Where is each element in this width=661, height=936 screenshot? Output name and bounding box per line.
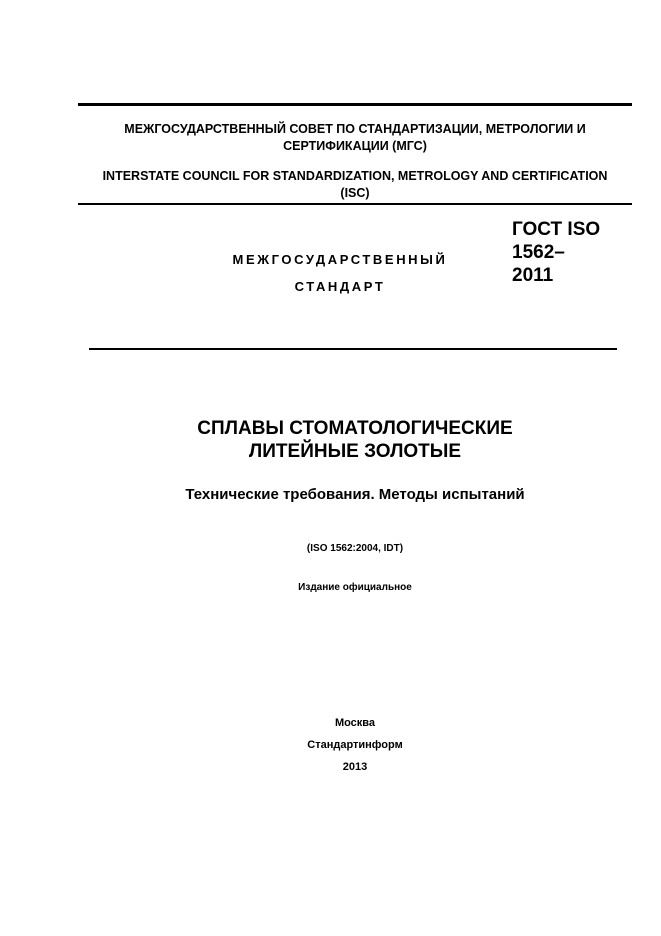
iso-reference: (ISO 1562:2004, IDT) (306, 543, 404, 554)
council-ru-line-1: МЕЖГОСУДАРСТВЕННЫЙ СОВЕТ ПО СТАНДАРТИЗАЦИИ, МЕТРОЛОГИИ И (124, 122, 586, 136)
standard-type-line-2: СТАНДАРТ (294, 279, 386, 294)
council-name-english (78, 168, 632, 202)
document-subtitle: Технические требования. Методы испытаний (185, 486, 525, 503)
document-title-line-2: ЛИТЕЙНЫЕ ЗОЛОТЫЕ (248, 441, 462, 462)
imprint-year: 2013 (342, 761, 368, 773)
standard-designation (512, 218, 652, 287)
document-title-line-1: СПЛАВЫ СТОМАТОЛОГИЧЕСКИЕ (197, 418, 513, 439)
council-ru-line-2: СЕРТИФИКАЦИИ (МГС) (283, 139, 427, 153)
header-bottom-rule (78, 203, 632, 205)
designation-line-2: 1562– (512, 242, 565, 263)
designation-line-3: 2011 (512, 265, 554, 286)
title-separator-rule (89, 348, 617, 350)
standard-type-line-1: МЕЖГОСУДАРСТВЕННЫЙ (232, 252, 448, 267)
imprint-publisher: Стандартинформ (307, 739, 403, 751)
designation-line-1: ГОСТ ISO (512, 219, 601, 240)
council-en-line-1: INTERSTATE COUNCIL FOR STANDARDIZATION, METROLOGY AND CERTIFICATION (102, 169, 608, 183)
council-name-russian (78, 121, 632, 155)
imprint-city: Москва (334, 717, 376, 729)
document-title (60, 417, 650, 463)
edition-note: Издание официальное (298, 582, 412, 593)
top-rule (78, 103, 632, 106)
council-en-line-2: (ISC) (340, 186, 370, 200)
